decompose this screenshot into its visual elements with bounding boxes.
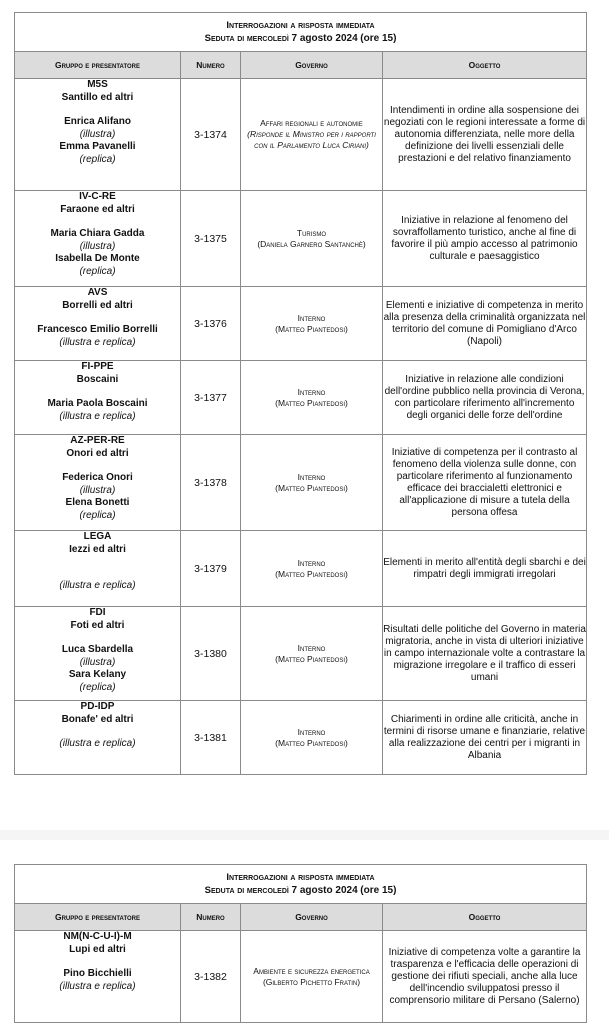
group-lead: Lupi ed altri (69, 943, 126, 955)
cell-numero: 3-1375 (181, 191, 241, 287)
table-row (15, 287, 587, 361)
group-name: IV-C-RE (79, 191, 116, 202)
cell-gruppo (15, 287, 181, 361)
group-name: PD-IDP (80, 701, 115, 712)
minister: (Matteo Piantedosi) (275, 653, 348, 664)
presenter-role: (illustra e replica) (59, 410, 136, 422)
ministry: Interno (297, 642, 326, 653)
presenter-role: (replica) (79, 509, 116, 521)
minister: (Gilberto Pichetto Fratin) (262, 976, 361, 987)
presenter-role: (illustra e replica) (59, 580, 136, 591)
table-row (15, 79, 587, 191)
cell-oggetto: Iniziative in relazione alle condizioni dell'ordine pubblico nella provincia di Verona, con particolare riferimento all'incremento degli organici delle forze dell'ordine (383, 361, 587, 435)
col-header-gruppo: Gruppo e presentatore (15, 904, 181, 931)
cell-numero: 3-1381 (181, 701, 241, 775)
cell-gruppo (15, 191, 181, 287)
page-2 (0, 840, 609, 1024)
column-header-row (15, 904, 587, 931)
cell-oggetto: Risultati delle politiche del Governo in materia migratoria, anche in vista di ulteriori iniziative in campo internazionale volte a contrastare la migrazione irregolare e il traffico di esseri umani (383, 607, 587, 701)
ministry: Interno (297, 312, 326, 323)
presenter: Luca Sbardella (61, 644, 134, 655)
group-lead: Boscaini (76, 373, 119, 385)
ministry: Interno (297, 471, 326, 482)
cell-governo (241, 191, 383, 287)
table-row (15, 701, 587, 775)
table-row (15, 607, 587, 701)
qt-table-1 (14, 12, 587, 775)
col-header-numero: Numero (181, 52, 241, 79)
minister: (Daniela Garnero Santanchè) (257, 238, 366, 249)
col-header-gruppo: Gruppo e presentatore (15, 52, 181, 79)
cell-governo (241, 361, 383, 435)
table-row (15, 361, 587, 435)
cell-gruppo (15, 931, 181, 1023)
cell-governo (241, 607, 383, 701)
cell-oggetto: Iniziative in relazione al fenomeno del sovraffollamento turistico, anche al fine di favorire il più ampio accesso al patrimonio culturale e paesaggistico (383, 191, 587, 287)
cell-oggetto: Intendimenti in ordine alla sospensione dei negoziati con le regioni interessate a forme di autonomia differenziata, nelle more della definizione dei livelli essenziali delle prestazioni e del relativo finanziamento (383, 79, 587, 191)
col-header-governo: Governo (241, 904, 383, 931)
table-row (15, 191, 587, 287)
cell-numero: 3-1380 (181, 607, 241, 701)
group-name: AZ-PER-RE (70, 435, 125, 446)
cell-governo (241, 435, 383, 531)
cell-gruppo (15, 435, 181, 531)
minister: (Matteo Piantedosi) (275, 397, 348, 408)
cell-gruppo (15, 607, 181, 701)
cell-oggetto: Iniziative di competenza volte a garantire la trasparenza e l'efficacia delle operazioni di gestione dei rifiuti speciali, anche alla luce dell'incendio sviluppatosi presso il comprensorio militare di Persano (Salerno) (383, 931, 587, 1023)
presenter-role: (illustra e replica) (59, 738, 136, 749)
ministry: Interno (297, 386, 326, 397)
group-name: M5S (87, 79, 108, 90)
presenter: Sara Kelany (68, 669, 127, 680)
ministry: Affari regionali e autonomie (260, 118, 363, 128)
presenter: Pino Bicchielli (63, 968, 132, 979)
group-lead: Bonafe' ed altri (61, 713, 134, 725)
cell-oggetto: Chiarimenti in ordine alle criticità, anche in termini di risorse umane e finanziarie, relative alla realizzazione dei centri per i migranti in Albania (383, 701, 587, 775)
presenter-role: (illustra) (79, 656, 116, 668)
group-name: NM(N-C-U-I)-M (63, 931, 132, 942)
caption-title: Interrogazioni a risposta immediata (226, 20, 375, 31)
presenter: Enrica Alifano (64, 116, 131, 127)
presenter-role: (illustra) (79, 484, 116, 496)
group-name: LEGA (83, 531, 112, 542)
cell-numero: 3-1379 (181, 531, 241, 607)
cell-numero: 3-1374 (181, 79, 241, 191)
col-header-oggetto: Oggetto (383, 52, 587, 79)
cell-numero: 3-1378 (181, 435, 241, 531)
cell-gruppo (15, 701, 181, 775)
presenter: Elena Bonetti (65, 497, 130, 508)
cell-gruppo (15, 361, 181, 435)
group-name: AVS (87, 287, 108, 298)
cell-oggetto: Elementi e iniziative di competenza in merito alla presenza della criminalità organizzata nel territorio del comune di Pomigliano d'Arco (Napoli) (383, 287, 587, 361)
ministry: Ambiente e sicurezza energetica (253, 965, 370, 976)
ministry: Interno (297, 726, 326, 737)
group-lead: Iezzi ed altri (69, 543, 126, 555)
minister: (Matteo Piantedosi) (275, 323, 348, 334)
presenter-role: (illustra) (79, 240, 116, 252)
cell-numero: 3-1376 (181, 287, 241, 361)
cell-oggetto: Elementi in merito all'entità degli sbarchi e dei rimpatri degli immigrati irregolari (383, 531, 587, 607)
cell-numero: 3-1377 (181, 361, 241, 435)
presenter-role: (replica) (79, 265, 116, 277)
presenter-role: (illustra e replica) (59, 980, 136, 992)
ministry: Turismo (296, 227, 327, 238)
col-header-governo: Governo (241, 52, 383, 79)
caption-session: Seduta di mercoledì 7 agosto 2024 (ore 15) (204, 33, 397, 44)
group-lead: Onori ed altri (66, 447, 129, 459)
caption-session: Seduta di mercoledì 7 agosto 2024 (ore 15) (204, 885, 397, 896)
col-header-oggetto: Oggetto (383, 904, 587, 931)
table-row (15, 531, 587, 607)
presenter: Federica Onori (62, 472, 133, 483)
cell-governo (241, 531, 383, 607)
cell-governo (241, 79, 383, 191)
table-row (15, 931, 587, 1023)
cell-governo (241, 701, 383, 775)
cell-gruppo (15, 79, 181, 191)
presenter-role: (replica) (79, 153, 116, 165)
ministry: Interno (297, 557, 326, 568)
presenter: Emma Pavanelli (59, 141, 136, 152)
group-lead: Santillo ed altri (61, 91, 134, 103)
presenter: Francesco Emilio Borrelli (37, 324, 158, 335)
cell-governo (241, 287, 383, 361)
minister: (Matteo Piantedosi) (275, 482, 348, 493)
cell-oggetto: Iniziative di competenza per il contrasto al fenomeno della violenza sulle donne, con particolare riferimento al funzionamento efficace dei braccialetti elettronici e all'applicazione di misure a tutela della persona offesa (383, 435, 587, 531)
caption-title: Interrogazioni a risposta immediata (226, 872, 375, 883)
cell-governo (241, 931, 383, 1023)
presenter-role: (illustra e replica) (59, 336, 136, 348)
group-lead: Faraone ed altri (60, 203, 135, 215)
presenter-role: (illustra) (79, 128, 116, 140)
presenter: Maria Paola Boscaini (47, 398, 148, 409)
presenter-role: (replica) (79, 681, 116, 693)
cell-gruppo (15, 531, 181, 607)
presenter: Maria Chiara Gadda (50, 228, 145, 239)
col-header-numero: Numero (181, 904, 241, 931)
group-lead: Foti ed altri (70, 619, 125, 631)
table-row (15, 435, 587, 531)
column-header-row (15, 52, 587, 79)
group-name: FI-PPE (81, 361, 114, 372)
table-caption (15, 865, 587, 904)
group-name: FDI (89, 607, 106, 618)
group-lead: Borrelli ed altri (62, 299, 133, 311)
minister: (Matteo Piantedosi) (275, 568, 348, 579)
qt-table-2 (14, 864, 587, 1023)
presenter: Isabella De Monte (55, 253, 140, 264)
cell-numero: 3-1382 (181, 931, 241, 1023)
minister: (Matteo Piantedosi) (275, 737, 348, 748)
table-caption (15, 13, 587, 52)
minister: (Risponde il Ministro per i rapporti con il Parlamento Luca Ciriani) (247, 129, 376, 150)
